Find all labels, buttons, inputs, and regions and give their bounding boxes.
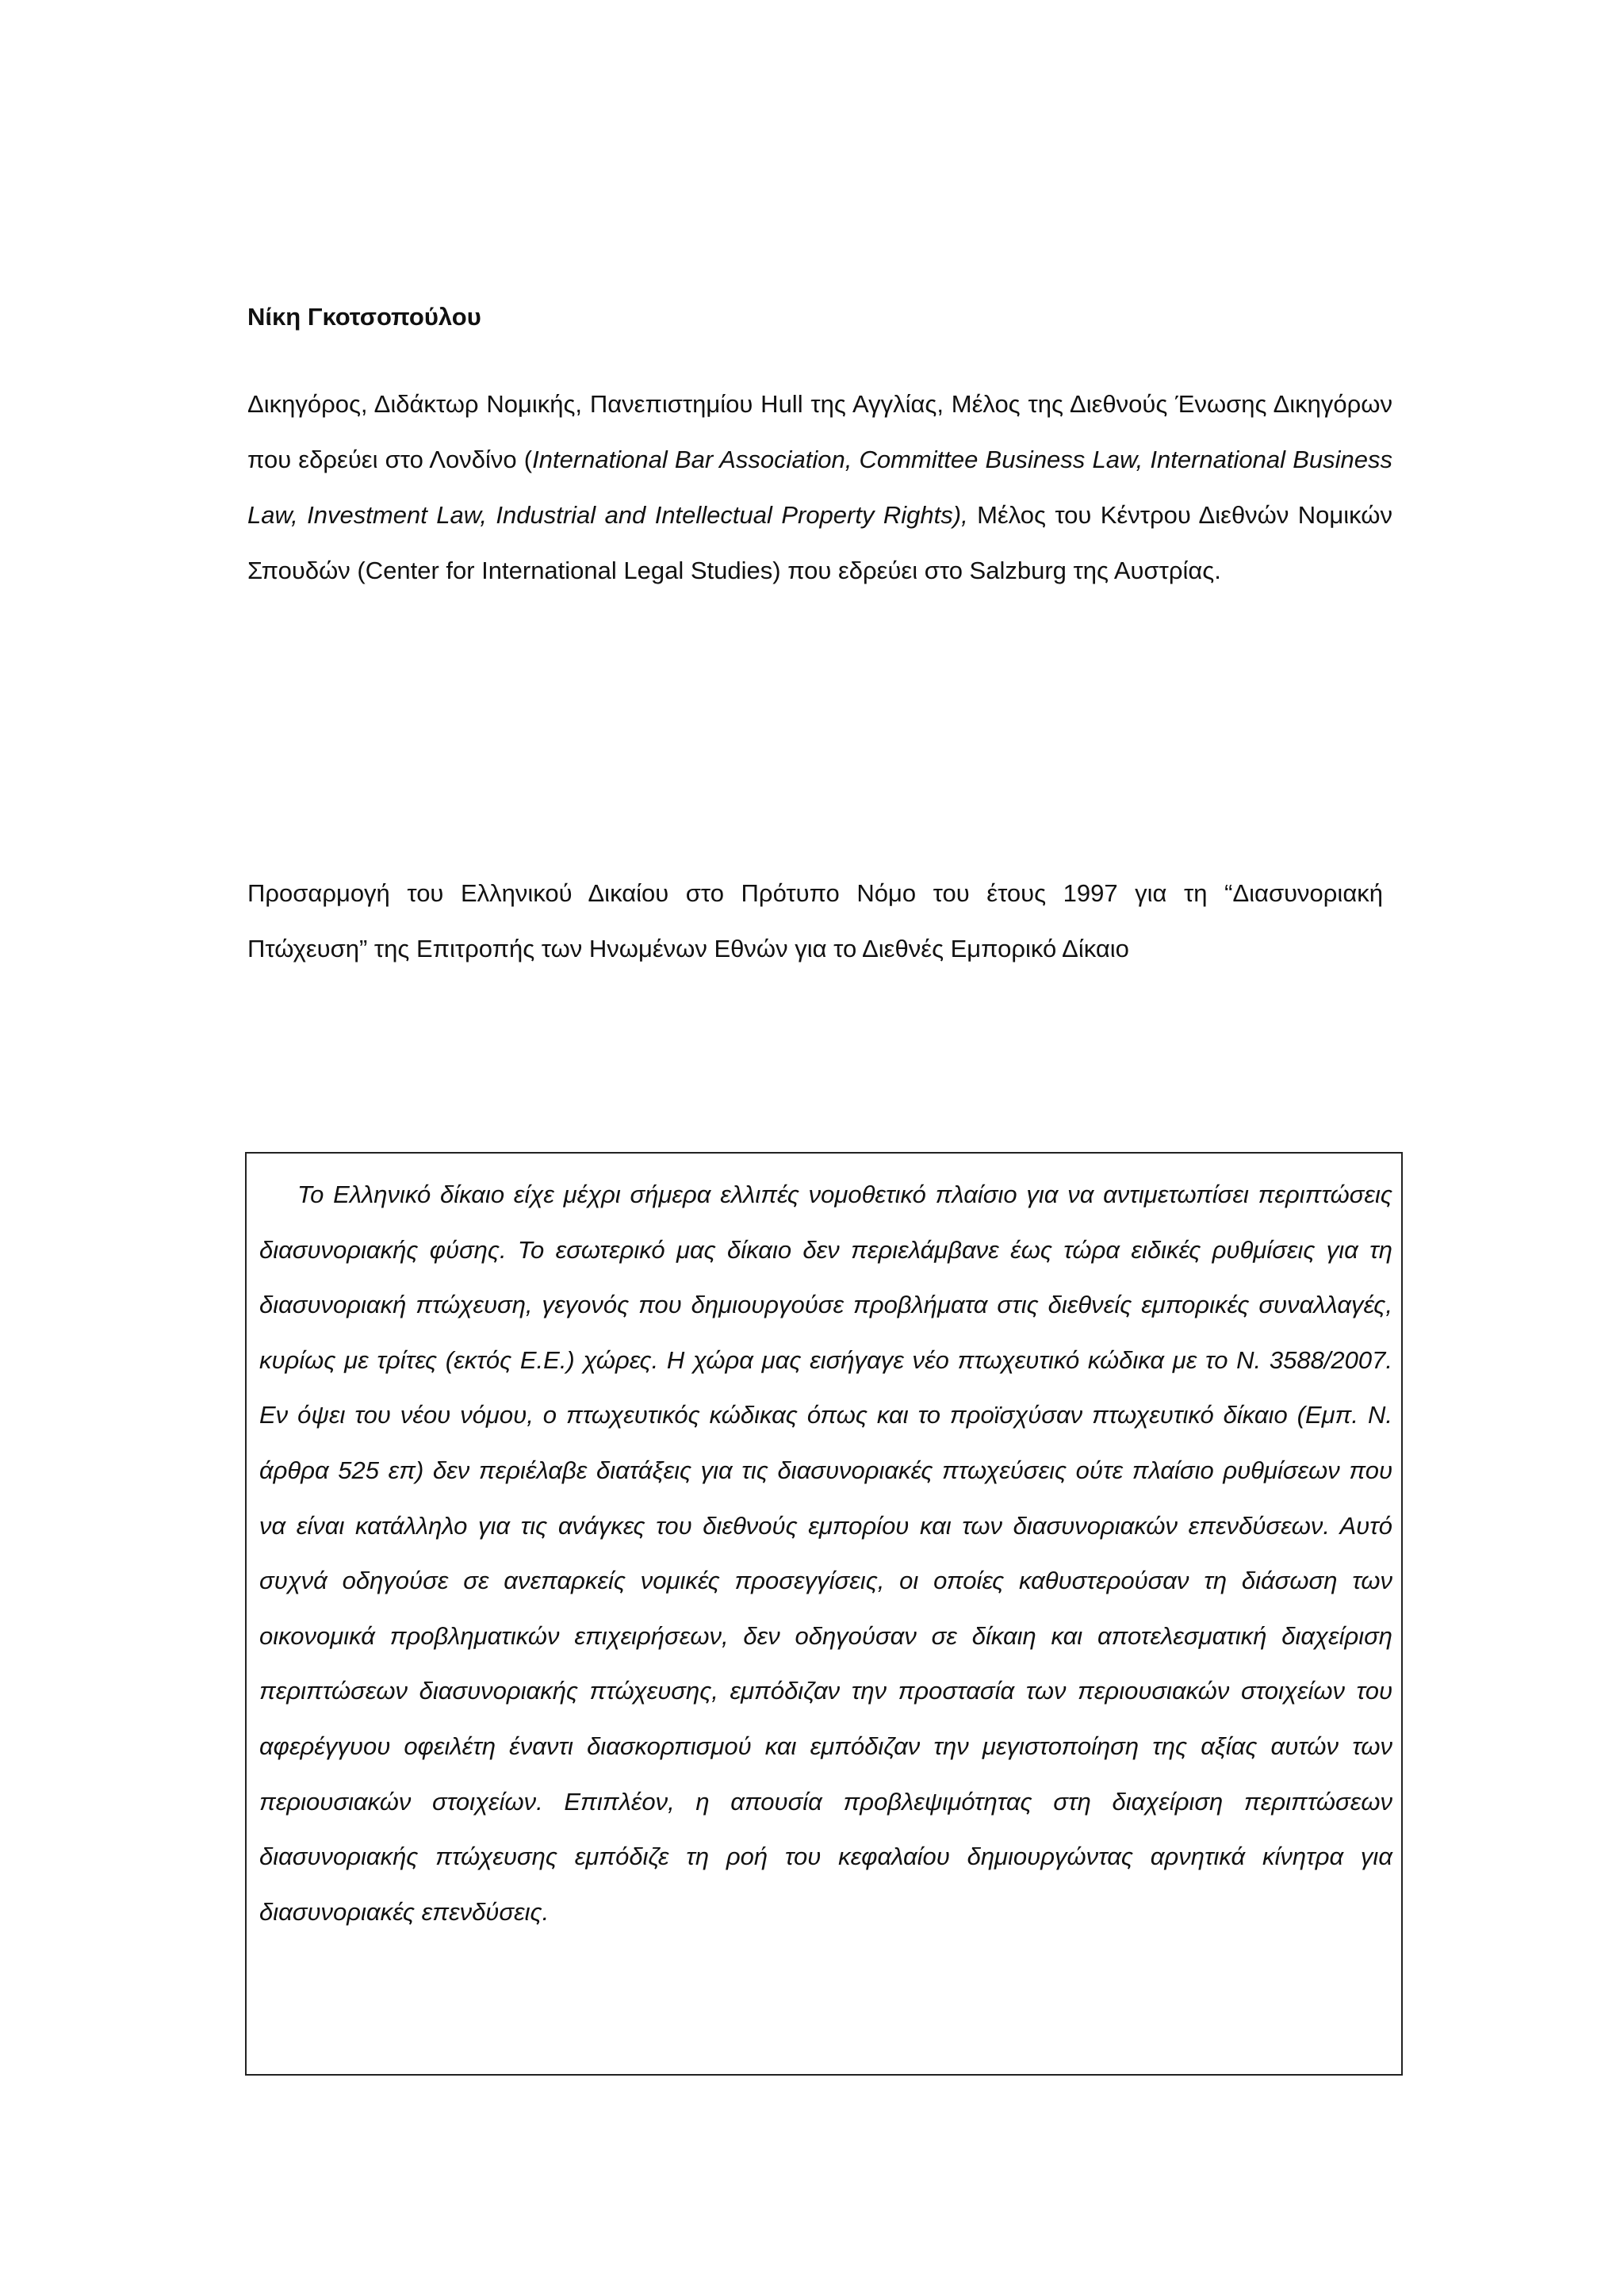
bio-text-part1: Δικηγόρος, Διδάκτωρ Νομικής, Πανεπιστημίου Hull της Αγγλίας, Μέλος της Διεθνούς Ένωσης Δικηγόρων που εδρεύει στο Λονδίνο ( (247, 390, 1392, 473)
author-bio (247, 377, 1392, 599)
abstract-box (245, 1152, 1403, 2076)
article-title: Προσαρμογή του Ελληνικού Δικαίου στο Πρότυπο Νόμο του έτους 1997 για τη “Διασυνοριακή Πτώχευση” της Επιτροπής των Ηνωμένων Εθνών για το Διεθνές Εμπορικό Δίκαιο (247, 879, 1383, 962)
author-name: Νίκη Γκοτσοπούλου (247, 303, 481, 331)
abstract-text: Το Ελληνικό δίκαιο είχε μέχρι σήμερα ελλιπές νομοθετικό πλαίσιο για να αντιμετωπίσει περιπτώσεις διασυνοριακής φύσης. Το εσωτερικό μας δίκαιο δεν περιελάμβανε έως τώρα ειδικές ρυθμίσεις για τη διασυνοριακή πτώχευση, γεγονός που δημιουργούσε προβλήματα στις διεθνείς εμπορικές συναλλαγές, κυρίως με τρίτες (εκτός Ε.Ε.) χώρες. Η χώρα μας εισήγαγε νέο πτωχευτικό κώδικα με το Ν. 3588/2007. Εν όψει του νέου νόμου, ο πτωχευτικός κώδικας όπως και το προϊσχύσαν πτωχευτικό δίκαιο (Εμπ. Ν. άρθρα 525 επ) δεν περιέλαβε διατάξεις για τις διασυνοριακές πτωχεύσεις ούτε πλαίσιο ρυθμίσεων που να είναι κατάλληλο για τις ανάγκες του διεθνούς εμπορίου και των διασυνοριακών επενδύσεων. Αυτό συχνά οδηγούσε σε ανεπαρκείς νομικές προσεγγίσεις, οι οποίες καθυστερούσαν τη διάσωση των οικονομικά προβληματικών επιχειρήσεων, δεν οδηγούσαν σε δίκαιη και αποτελεσματική διαχείριση περιπτώσεων διασυνοριακής πτώχευσης, εμπόδιζαν την προστασία των περιουσιακών στοιχείων του αφερέγγυου οφειλέτη έναντι διασκορπισμού και εμπόδιζαν την μεγιστοποίηση της αξίας αυτών των περιουσιακών στοιχείων. Επιπλέον, η απουσία προβλεψιμότητας στη διαχείριση περιπτώσεων διασυνοριακής πτώχευσης εμπόδιζε τη ροή του κεφαλαίου δημιουργώντας αρνητικά κίνητρα για διασυνοριακές επενδύσεις. (259, 1181, 1392, 1926)
bio-text-italic: International Bar Association, Committee Business Law, International Business Law, Investment Law, Industrial and Intellectual Property Rights), (247, 446, 1392, 529)
bio-text-part3: Μέλος του Κέντρου Διεθνών Νομικών Σπουδών (Center for International Legal Studies) που εδρεύει στο Salzburg της Αυστρίας. (247, 501, 1392, 584)
